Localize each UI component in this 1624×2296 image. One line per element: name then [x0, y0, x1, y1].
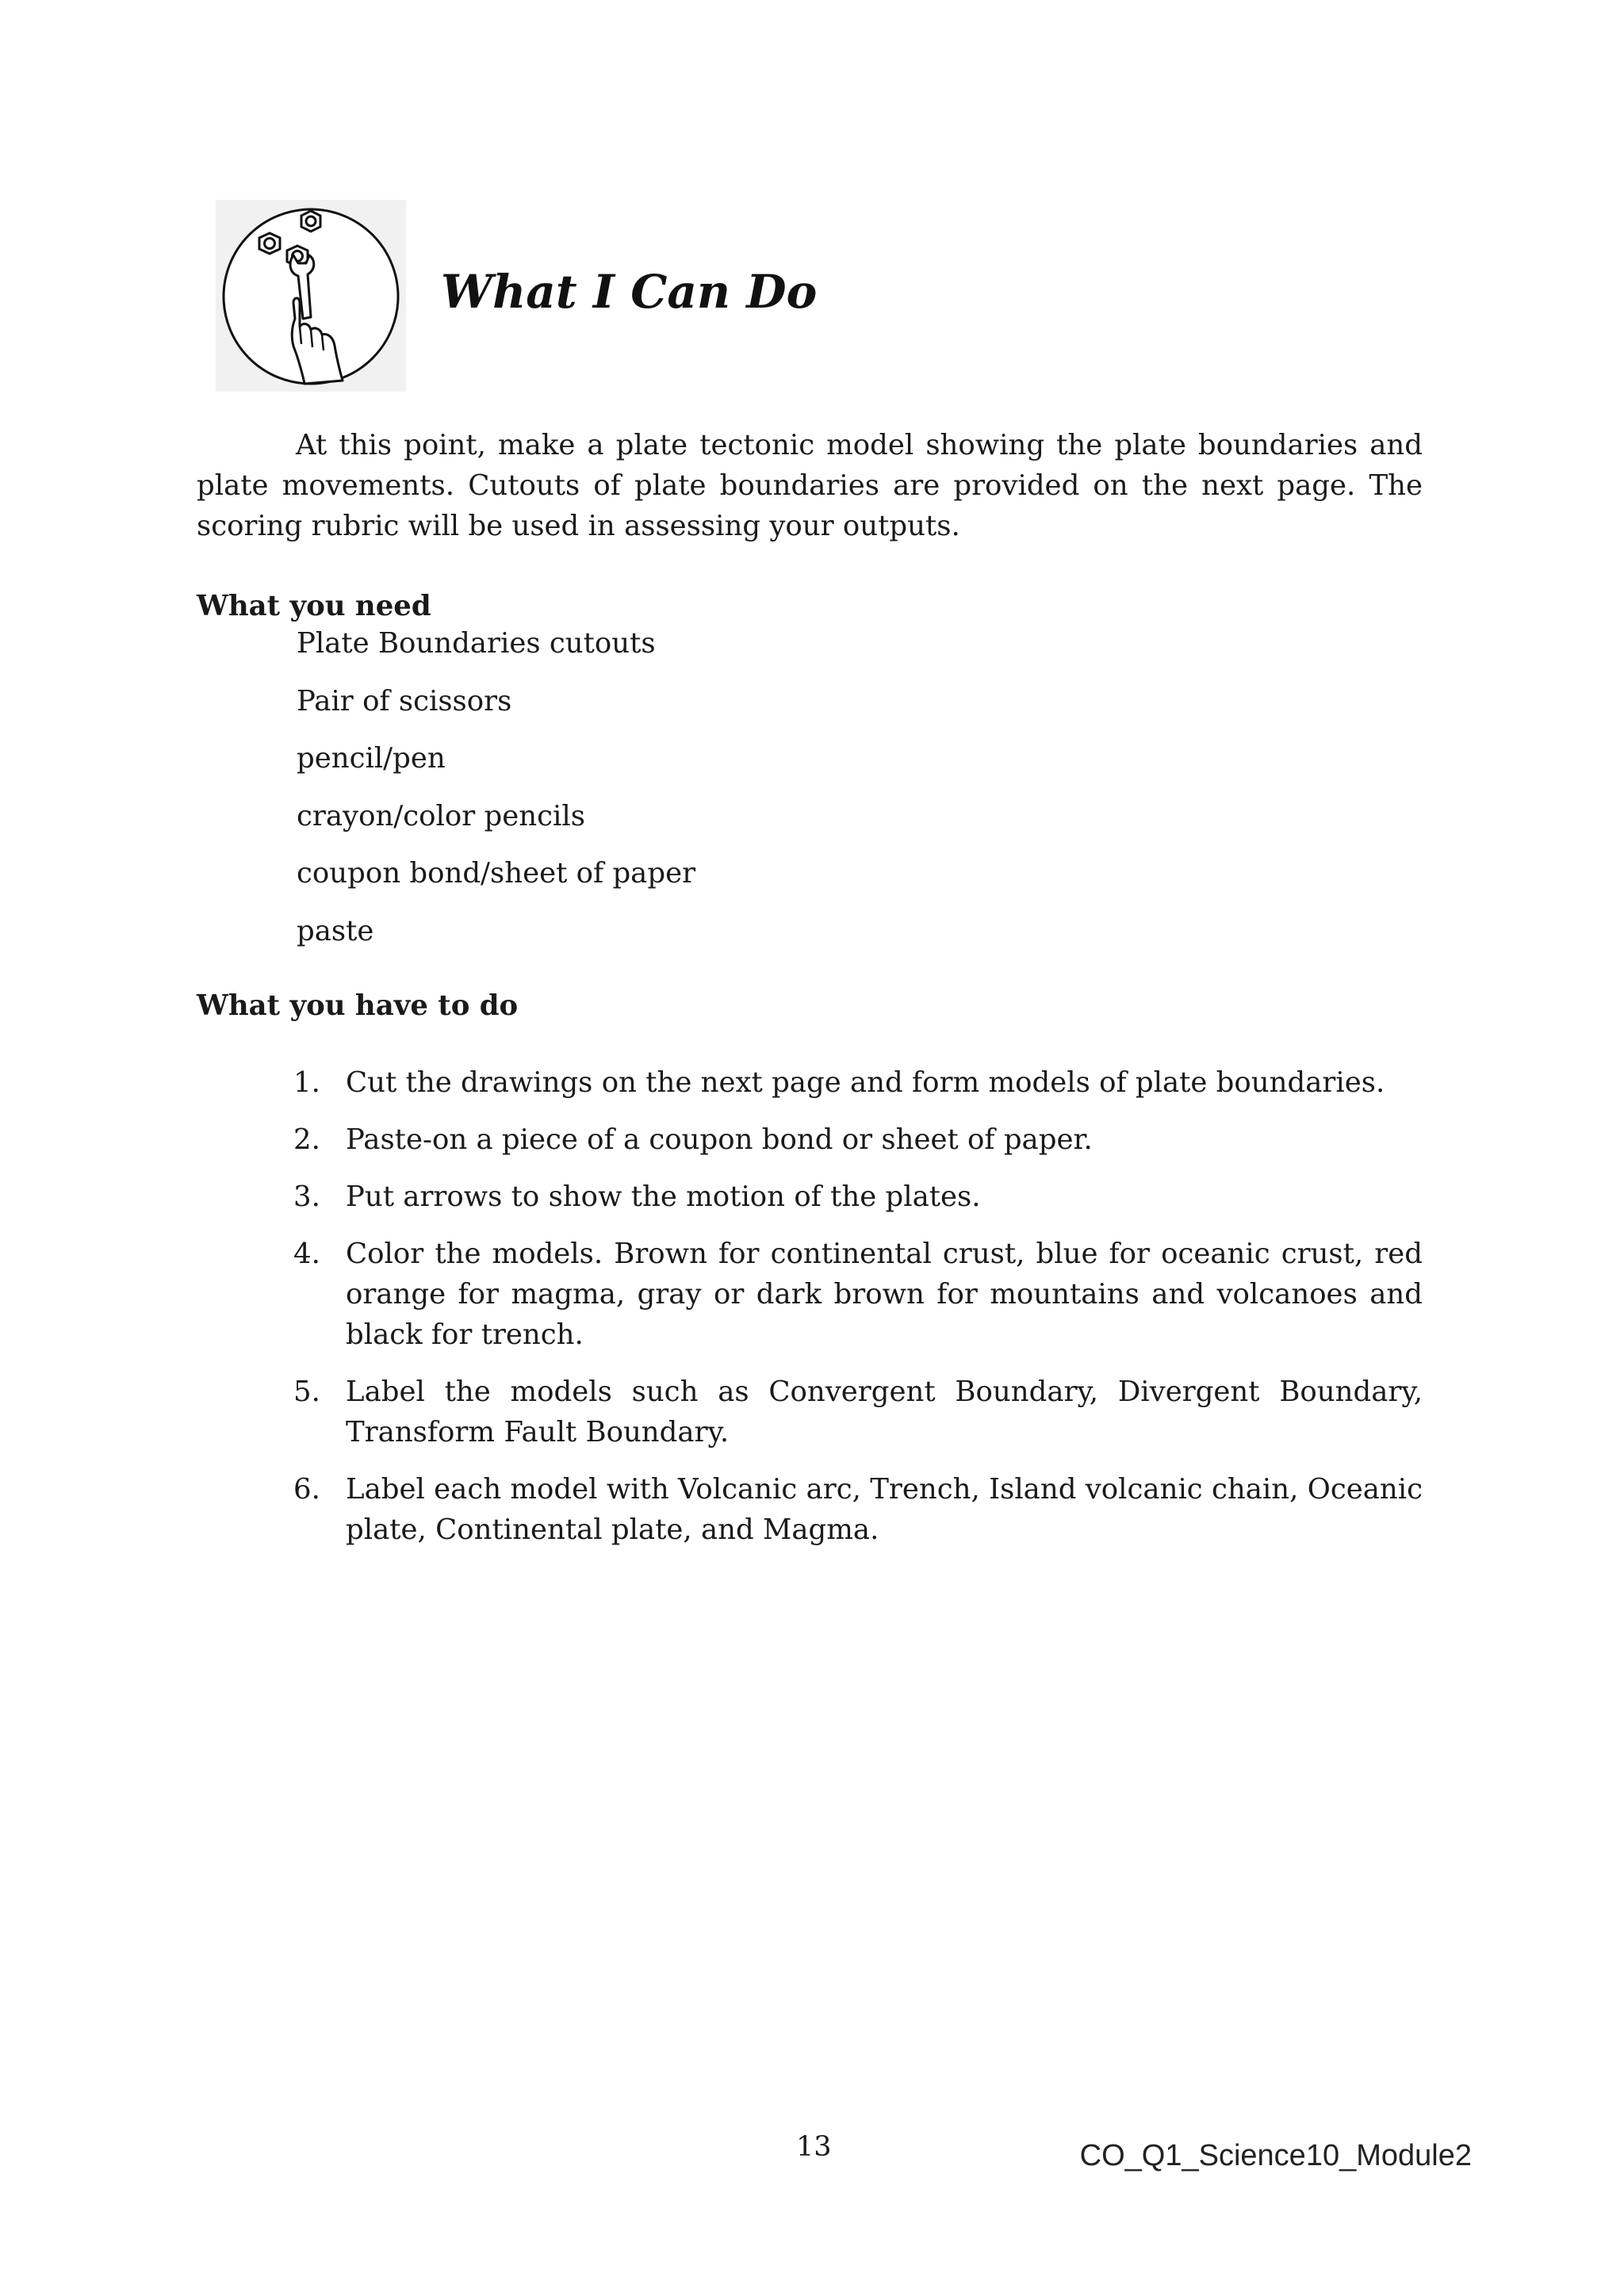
list-item: paste — [297, 914, 374, 947]
list-item: Plate Boundaries cutouts — [297, 627, 656, 660]
step-item — [293, 1062, 1423, 1103]
step-item — [293, 1177, 1423, 1217]
step-number: 6. — [293, 1473, 320, 1506]
step-text: Label each model with Volcanic arc, Trench, Island volcanic chain, Oceanic plate, Continental plate, and Magma. — [346, 1473, 1423, 1546]
list-item: coupon bond/sheet of paper — [297, 857, 696, 890]
page-number: 13 — [796, 2131, 832, 2163]
step-item — [293, 1234, 1423, 1355]
list-item: crayon/color pencils — [297, 799, 585, 832]
step-text: Color the models. Brown for continental crust, blue for oceanic crust, red orange for magma, gray or dark brown for mountains and volcanoes and black for trench. — [346, 1238, 1423, 1351]
list-item: Pair of scissors — [297, 684, 512, 718]
step-item — [293, 1119, 1423, 1160]
materials-list — [297, 626, 695, 971]
step-item — [293, 1469, 1423, 1550]
step-text: Cut the drawings on the next page and form models of plate boundaries. — [346, 1066, 1385, 1099]
step-text: Label the models such as Convergent Boundary, Divergent Boundary, Transform Fault Boundary. — [346, 1376, 1423, 1448]
step-number: 2. — [293, 1123, 320, 1156]
procedure-steps — [293, 1062, 1423, 1567]
procedure-heading: What you have to do — [197, 989, 519, 1022]
step-number: 1. — [293, 1066, 320, 1099]
step-number: 3. — [293, 1181, 320, 1213]
step-number: 4. — [293, 1238, 320, 1270]
module-code: CO_Q1_Science10_Module2 — [1079, 2139, 1472, 2172]
step-text: Paste-on a piece of a coupon bond or sheet of paper. — [346, 1123, 1093, 1156]
list-item: pencil/pen — [297, 742, 446, 775]
step-text: Put arrows to show the motion of the plates. — [346, 1181, 981, 1213]
intro-paragraph: At this point, make a plate tectonic model showing the plate boundaries and plate movements. Cutouts of plate boundaries are provided on the next page. The scoring rubric will be used in assessing your outputs. — [197, 429, 1423, 542]
step-item — [293, 1372, 1423, 1452]
step-number: 5. — [293, 1376, 320, 1408]
section-title: What I Can Do — [441, 265, 818, 319]
wrench-hand-icon — [216, 200, 406, 392]
materials-heading: What you need — [197, 590, 431, 622]
